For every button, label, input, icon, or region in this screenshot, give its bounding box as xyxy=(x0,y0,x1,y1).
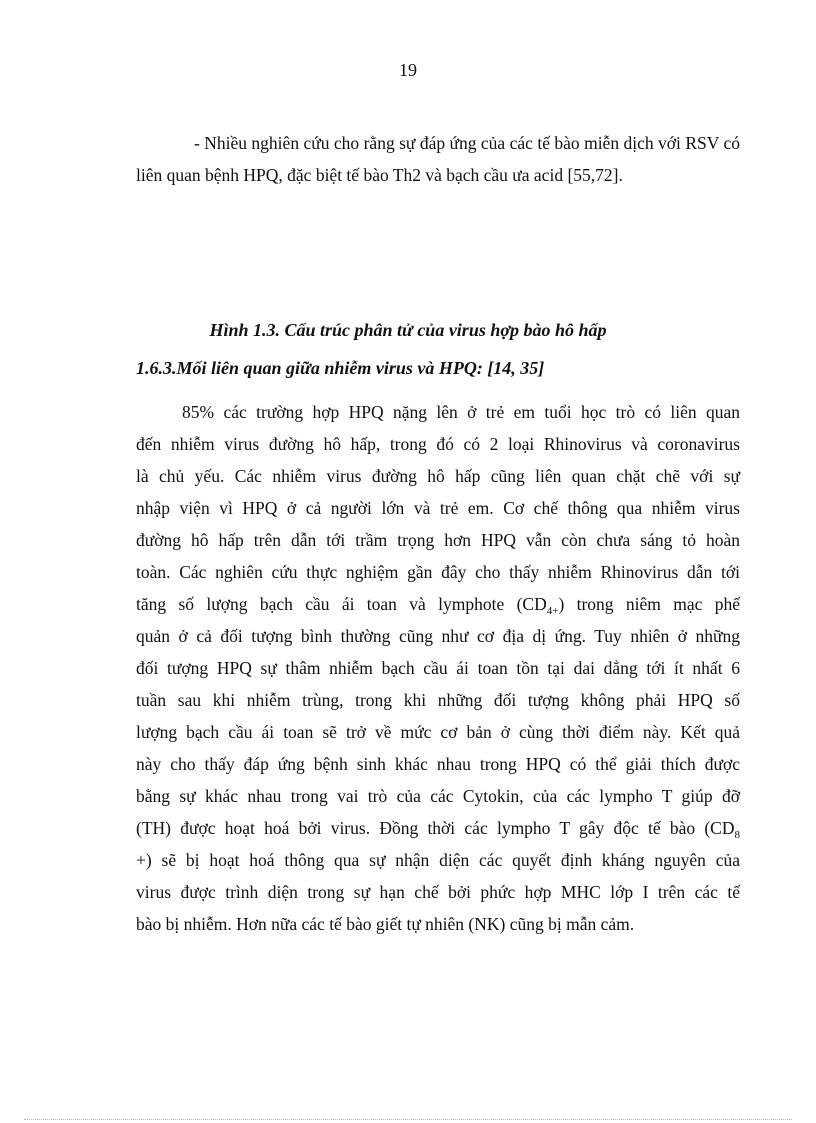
body-paragraph xyxy=(136,396,740,940)
body-line: đối tượng HPQ sự thâm nhiễm bạch cầu ái toan tồn tại dai dẳng tới ít nhất 6 xyxy=(136,658,740,678)
body-line-text: (TH) được hoạt hoá bởi virus. Đồng thời các lympho T gây độc tế bào (CD xyxy=(136,818,735,838)
body-line: bằng sự khác nhau trong vai trò của các Cytokin, của các lympho T giúp đỡ xyxy=(136,786,740,806)
body-line: lượng bạch cầu ái toan sẽ trở về mức cơ bản ở cùng thời điểm này. Kết quả xyxy=(136,722,740,742)
page-number: 19 xyxy=(399,60,417,80)
page-bottom-rule xyxy=(24,1119,792,1120)
body-line-text: ) trong niêm mạc phế xyxy=(558,594,740,614)
body-line: nhập viện vì HPQ ở cả người lớn và trẻ em. Cơ chế thông qua nhiễm virus xyxy=(136,498,740,518)
body-line: là chủ yếu. Các nhiễm virus đường hô hấp cũng liên quan chặt chẽ với sự xyxy=(136,466,740,486)
cd8-subscript: 8 xyxy=(734,829,740,841)
intro-paragraph: - Nhiều nghiên cứu cho rằng sự đáp ứng của các tế bào miễn dịch với RSV có liên quan bệnh HPQ, đặc biệt tế bào Th2 và bạch cầu ưa acid [55,72]. xyxy=(136,133,740,185)
body-line: toàn. Các nghiên cứu thực nghiệm gần đây cho thấy nhiễm Rhinovirus dẫn tới xyxy=(136,562,740,582)
body-line: này cho thấy đáp ứng bệnh sinh khác nhau trong HPQ có thể giải thích được xyxy=(136,754,740,774)
body-line: +) sẽ bị hoạt hoá thông qua sự nhận diện các quyết định kháng nguyên của xyxy=(136,850,740,870)
figure-caption: Hình 1.3. Cấu trúc phân tử của virus hợp bào hô hấp xyxy=(209,320,607,340)
body-line: đến nhiễm virus đường hô hấp, trong đó có 2 loại Rhinovirus và coronavirus xyxy=(136,434,740,454)
body-line: 85% các trường hợp HPQ nặng lên ở trẻ em tuổi học trò có liên quan xyxy=(182,402,740,422)
body-line xyxy=(136,812,740,844)
body-line: virus được trình diện trong sự hạn chế bởi phức hợp MHC lớp I trên các tế xyxy=(136,882,740,902)
body-line: tuần sau khi nhiễm trùng, trong khi những đối tượng không phải HPQ số xyxy=(136,690,740,710)
body-line xyxy=(136,588,740,620)
cd4-subscript: 4+ xyxy=(546,605,559,617)
section-heading: 1.6.3.Mối liên quan giữa nhiễm virus và HPQ: [14, 35] xyxy=(136,358,545,378)
body-line: đường hô hấp trên dẫn tới trầm trọng hơn HPQ vẫn còn chưa sáng tỏ hoàn xyxy=(136,530,740,550)
body-line: bào bị nhiễm. Hơn nữa các tế bào giết tự nhiên (NK) cũng bị mẫn cảm. xyxy=(136,914,635,934)
body-line: quản ở cả đối tượng bình thường cũng như cơ địa dị ứng. Tuy nhiên ở những xyxy=(136,626,740,646)
body-line-text: tăng số lượng bạch cầu ái toan và lymphote (CD xyxy=(136,594,547,614)
